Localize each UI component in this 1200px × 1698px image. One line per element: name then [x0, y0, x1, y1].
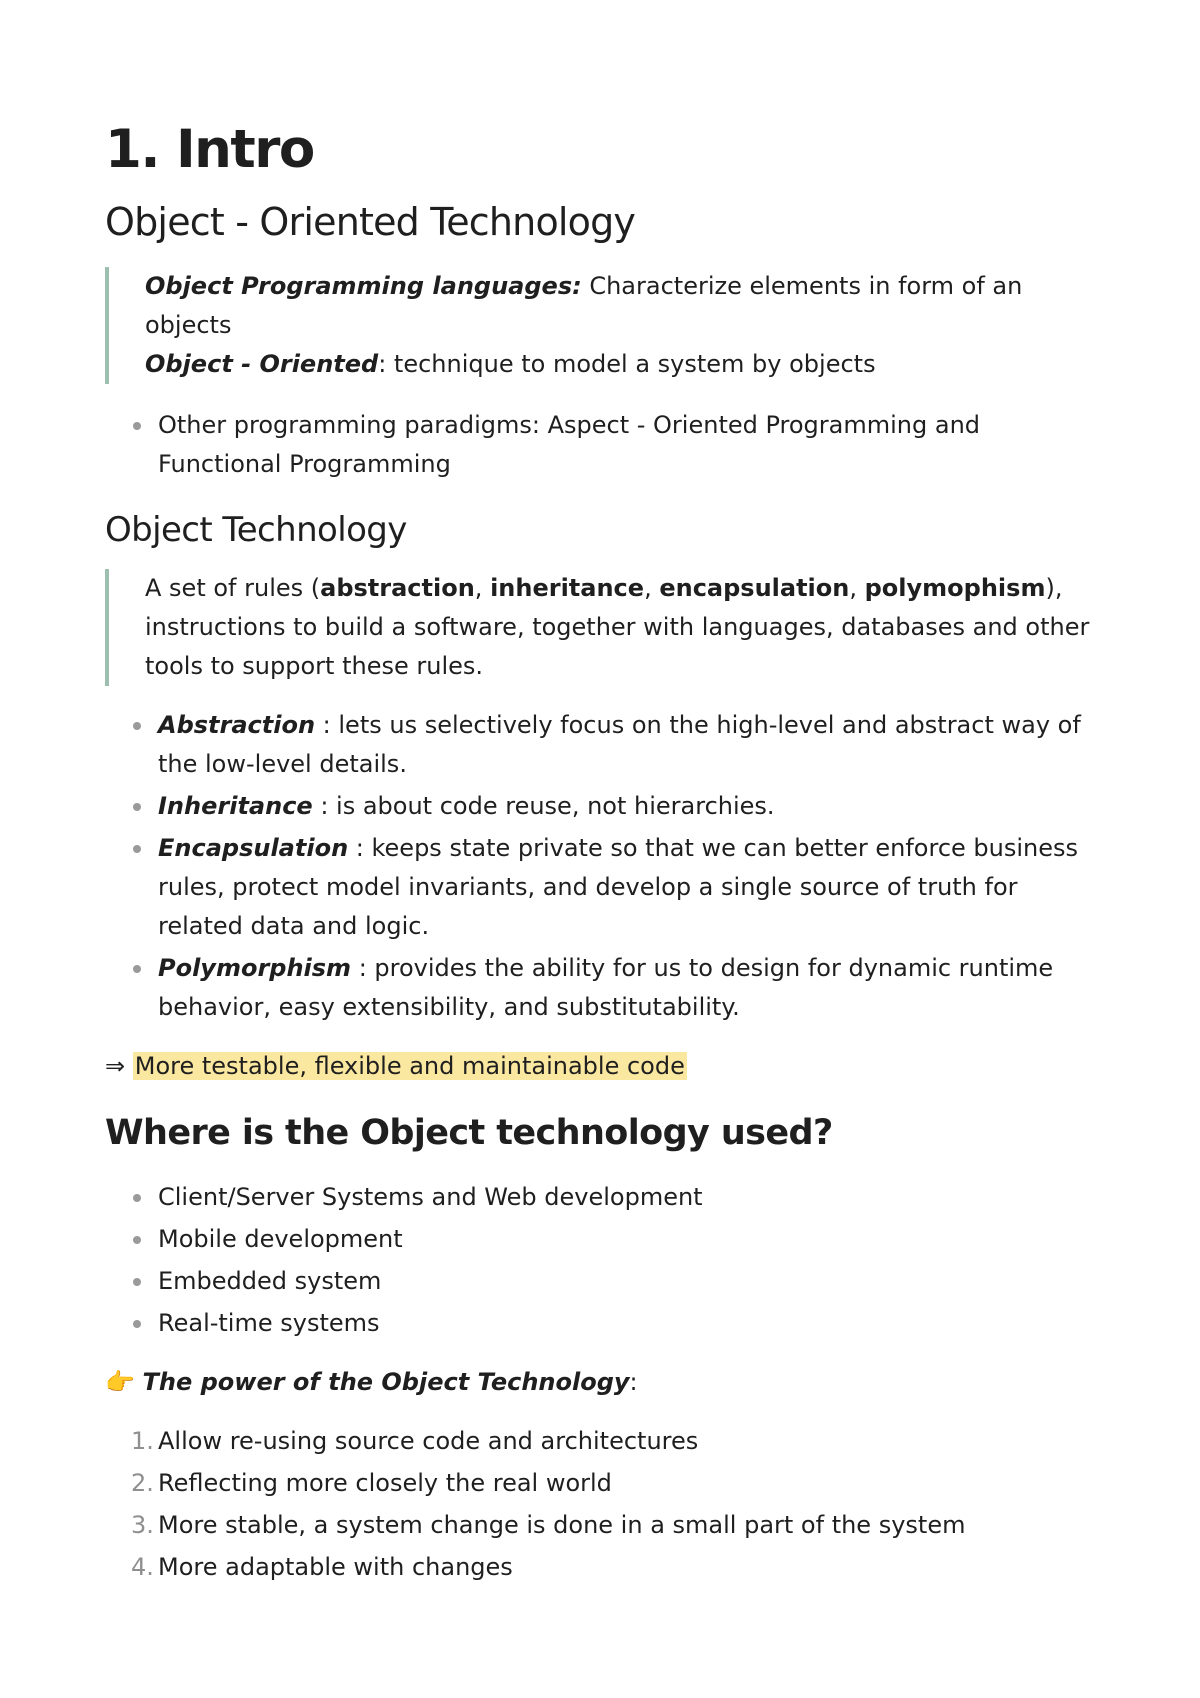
- item-number: 4.: [131, 1552, 154, 1581]
- item-text: More stable, a system change is done in a small part of the system: [158, 1510, 966, 1539]
- heading-object-technology: Object Technology: [105, 510, 407, 551]
- item-number: 2.: [131, 1468, 154, 1497]
- power-callout: [105, 1363, 1105, 1402]
- heading-object-oriented-technology: Object - Oriented Technology: [105, 199, 636, 244]
- list-item: [158, 706, 1105, 784]
- list-item: [158, 949, 1105, 1027]
- list-item: [158, 787, 1105, 826]
- separator: ,: [644, 573, 660, 602]
- item-text: More adaptable with changes: [158, 1552, 513, 1581]
- power-list: [105, 1422, 1105, 1587]
- rule-inheritance: inheritance: [490, 573, 645, 602]
- numbered-item: [131, 1548, 1105, 1587]
- separator: ,: [474, 573, 491, 602]
- term-description: : keeps state private so that we can better enforce business rules, protect model invariants, and develop a single source of truth for related data and logic.: [158, 833, 1079, 940]
- concepts-list: [105, 706, 1105, 1027]
- term-description: : is about code reuse, not hierarchies.: [312, 791, 775, 820]
- list-item: Embedded system: [158, 1262, 1105, 1301]
- separator: ,: [849, 573, 865, 602]
- item-text: Reflecting more closely the real world: [158, 1468, 612, 1497]
- term-description: : provides the ability for us to design for dynamic runtime behavior, easy extensibility, and substitutability.: [158, 953, 1054, 1021]
- item-number: 3.: [131, 1510, 154, 1539]
- paradigms-list: [105, 406, 1105, 484]
- numbered-item: [131, 1506, 1105, 1545]
- item-number: 1.: [131, 1426, 154, 1455]
- quote-line: [145, 345, 1105, 384]
- heading-where-used: Where is the Object technology used?: [105, 1112, 833, 1153]
- quote-text: A set of rules (: [145, 573, 321, 602]
- list-item: [158, 829, 1105, 946]
- quote-text: ), instructions to build a software, together with languages, databases and other tools to support these rules.: [145, 573, 1090, 680]
- blockquote-rules: [105, 569, 1105, 686]
- list-item: Client/Server Systems and Web development: [158, 1178, 1105, 1217]
- conclusion-line: [105, 1047, 1105, 1086]
- term-description: : lets us selectively focus on the high-level and abstract way of the low-level details.: [158, 710, 1081, 778]
- term-encapsulation: Encapsulation: [158, 833, 349, 862]
- term-object-programming-languages: Object Programming languages:: [145, 272, 582, 301]
- power-colon: :: [629, 1367, 638, 1396]
- rule-encapsulation: encapsulation: [659, 573, 850, 602]
- highlighted-conclusion: More testable, flexible and maintainable code: [134, 1051, 685, 1080]
- document-content: [105, 118, 1105, 1590]
- page-title: 1. Intro: [105, 119, 314, 180]
- item-text: Allow re-using source code and architectures: [158, 1426, 699, 1455]
- list-item: Real-time systems: [158, 1304, 1105, 1343]
- definition-text: : technique to model a system by objects: [378, 350, 876, 379]
- numbered-item: [131, 1464, 1105, 1503]
- rule-abstraction: abstraction: [320, 573, 475, 602]
- usage-list: [105, 1178, 1105, 1343]
- blockquote-definitions: [105, 267, 1105, 384]
- power-label: The power of the Object Technology: [142, 1367, 630, 1396]
- rule-polymophism: polymophism: [864, 573, 1046, 602]
- quote-line: [145, 267, 1105, 345]
- implies-arrow: ⇒: [105, 1051, 126, 1080]
- list-item: Mobile development: [158, 1220, 1105, 1259]
- list-item: Other programming paradigms: Aspect - Oriented Programming and Functional Programming: [158, 406, 1105, 484]
- term-object-oriented: Object - Oriented: [145, 350, 379, 379]
- term-inheritance: Inheritance: [158, 791, 313, 820]
- definition-text: Characterize elements in form of an objects: [145, 272, 1023, 340]
- term-abstraction: Abstraction: [158, 710, 316, 739]
- numbered-item: [131, 1422, 1105, 1461]
- term-polymorphism: Polymorphism: [158, 953, 352, 982]
- pointing-hand-icon: 👉: [105, 1367, 135, 1396]
